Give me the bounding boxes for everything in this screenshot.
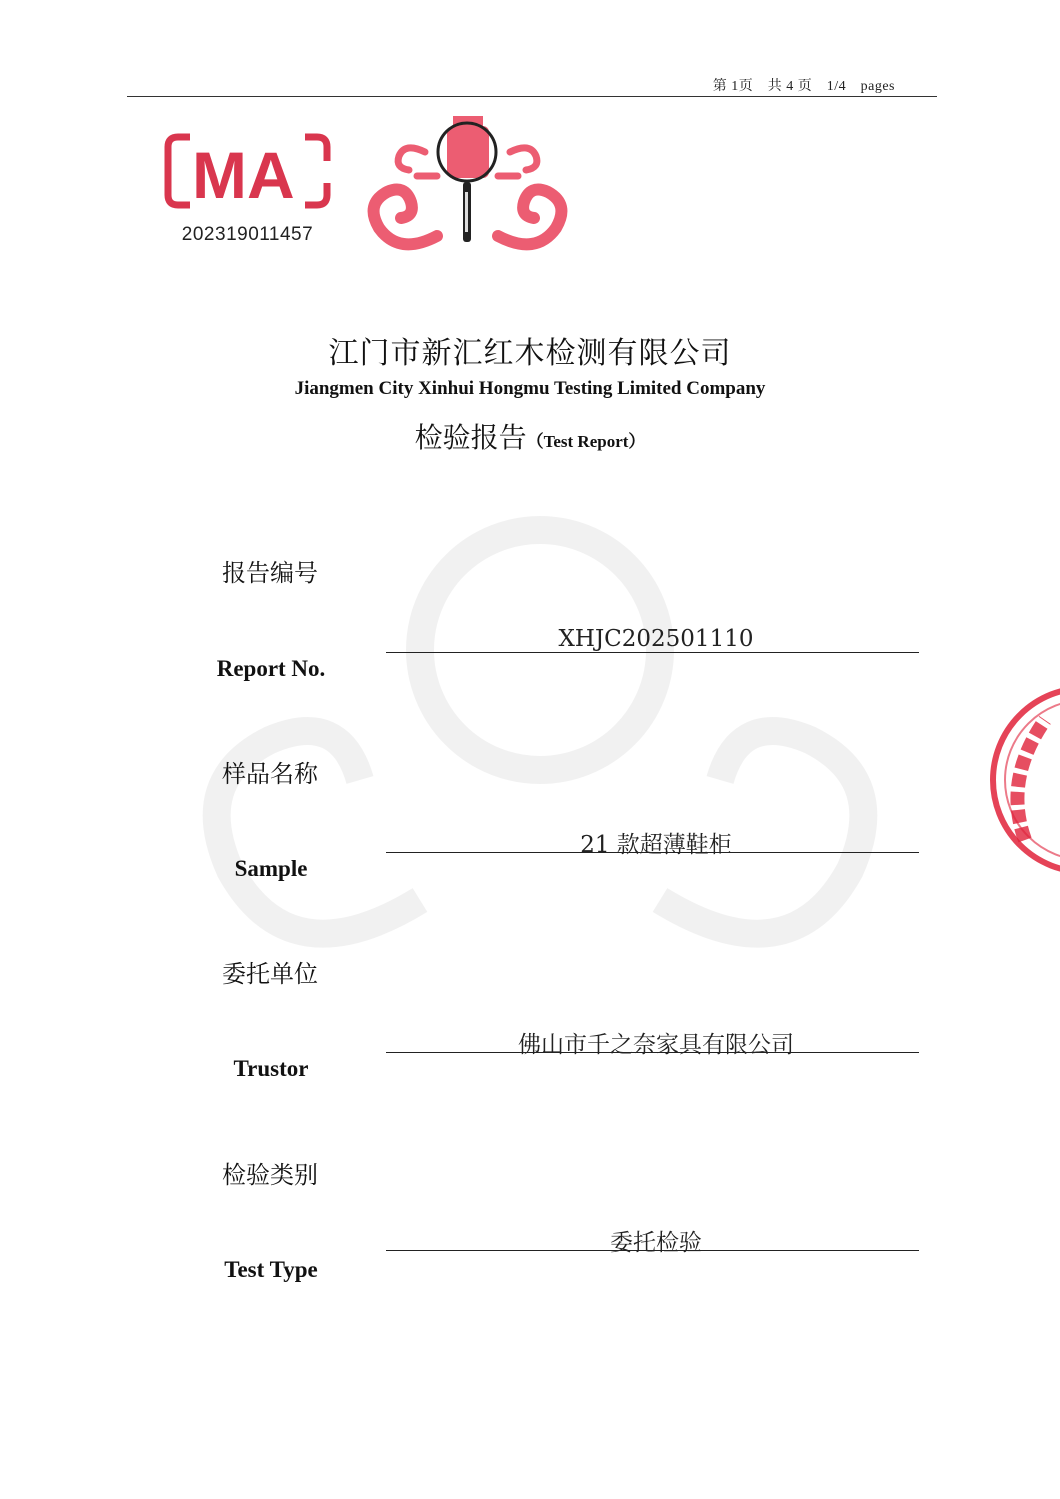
- page-header: [127, 70, 937, 97]
- magnifier-emblem-icon: [365, 108, 570, 260]
- cma-text: MA: [192, 138, 295, 212]
- cma-number: 202319011457: [181, 224, 314, 245]
- report-title-cn: 检验报告: [414, 421, 527, 454]
- page-indicator: 第 1页 共 4 页 1/4 pages: [712, 79, 895, 94]
- sample-underline: [386, 852, 919, 853]
- test-type-underline: [386, 1250, 919, 1251]
- trustor-value: 佛山市千之奈家具有限公司: [518, 1032, 794, 1058]
- company-name-cn: 江门市新汇红木检测有限公司: [328, 336, 732, 371]
- company-seal-icon: [985, 680, 1060, 880]
- report-no-label-en: Report No.: [216, 656, 326, 681]
- test-type-label-cn: 检验类别: [222, 1161, 318, 1189]
- sample-label-cn: 样品名称: [222, 760, 318, 788]
- trustor-label-cn: 委托单位: [222, 960, 318, 988]
- report-title-en: （Test Report）: [526, 432, 646, 451]
- trustor-underline: [386, 1052, 919, 1053]
- report-no-value: XHJC202501110: [558, 626, 754, 652]
- company-name-en: Jiangmen City Xinhui Hongmu Testing Limited Company: [294, 378, 766, 399]
- report-no-underline: [386, 652, 919, 653]
- test-type-label-en: Test Type: [224, 1257, 318, 1282]
- report-no-label-cn: 报告编号: [222, 559, 318, 587]
- sample-label-en: Sample: [234, 856, 308, 881]
- report-title: [0, 416, 1060, 456]
- test-type-value: 委托检验: [610, 1230, 702, 1256]
- trustor-label-en: Trustor: [233, 1056, 309, 1081]
- sample-value: 21 款超薄鞋柜: [580, 832, 732, 858]
